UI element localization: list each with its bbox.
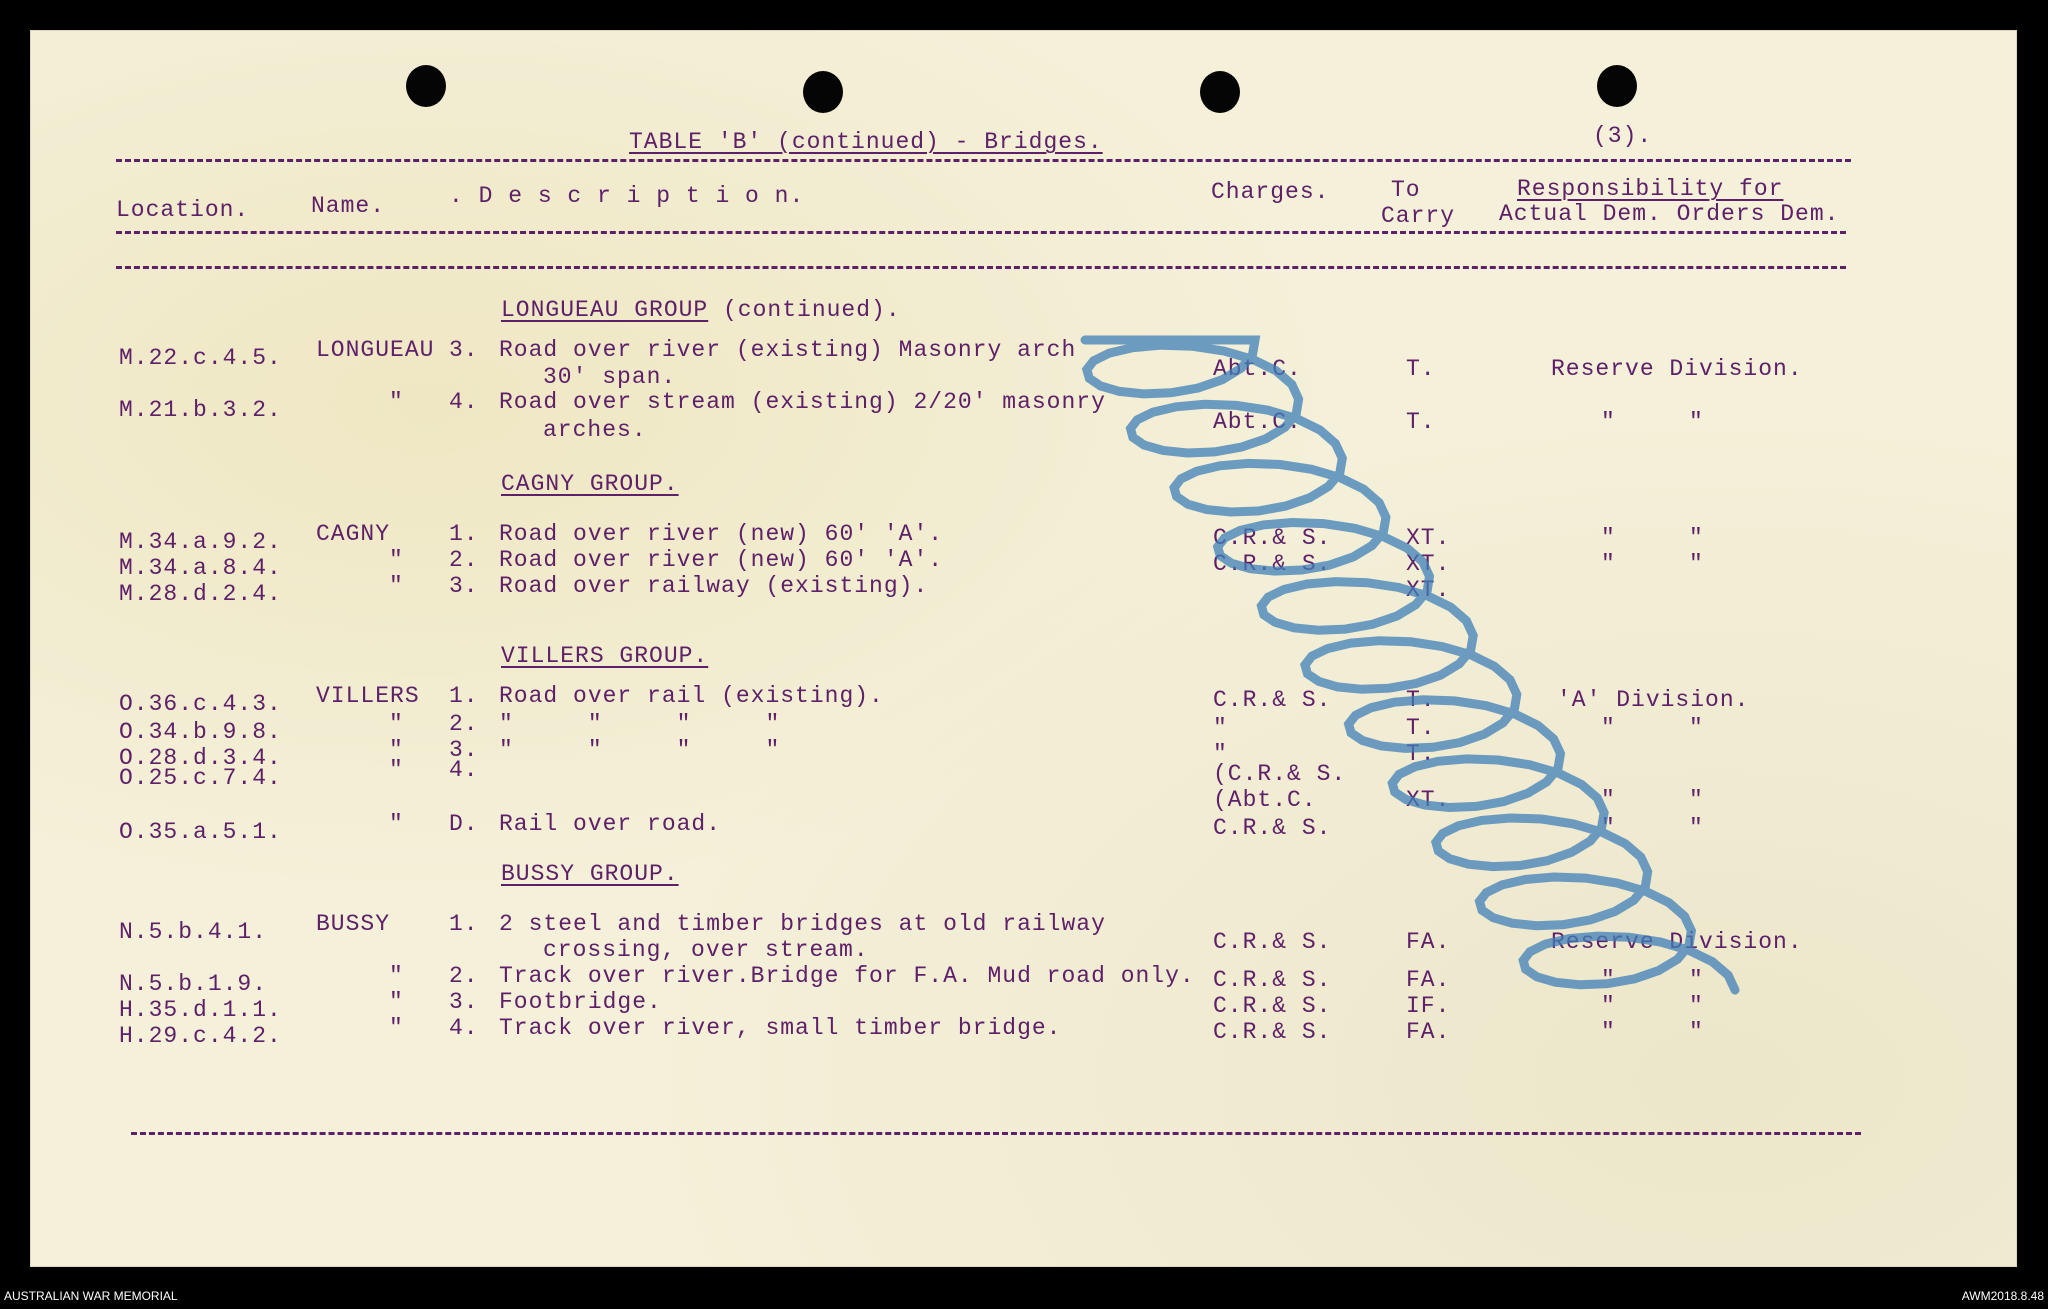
row-charges: Abt.C. [1213, 356, 1302, 382]
row-location: O.25.c.7.4. [119, 765, 282, 791]
row-name: LONGUEAU [316, 337, 435, 363]
header-top-rule [116, 159, 1851, 162]
row-orders-dem: " [1689, 409, 1704, 435]
row-charges: C.R.& S. [1213, 967, 1332, 993]
row-description-cont: 30' span. [543, 364, 677, 390]
row-location: M.28.d.2.4. [119, 581, 282, 607]
row-name: " [389, 1015, 404, 1041]
row-charges: " [1213, 741, 1228, 767]
row-description: " " " " [499, 737, 781, 763]
row-name: " [389, 811, 404, 837]
row-to-carry: FA. [1406, 967, 1451, 993]
row-to-carry: T. [1406, 356, 1436, 382]
bottom-rule [131, 1132, 1861, 1135]
row-number: 3. [449, 989, 479, 1015]
row-number: 1. [449, 911, 479, 937]
row-actual-dem: " [1601, 525, 1616, 551]
row-charges: C.R.& S. [1213, 815, 1332, 841]
row-description: Road over railway (existing). [499, 573, 929, 599]
row-charges: C.R.& S. [1213, 929, 1332, 955]
group-title: LONGUEAU GROUP [501, 297, 709, 323]
row-orders-dem: " [1689, 993, 1704, 1019]
row-charges: C.R.& S. [1213, 551, 1332, 577]
row-orders-dem: " [1689, 815, 1704, 841]
header-bottom-rule [116, 231, 1846, 234]
row-name: BUSSY [316, 911, 391, 937]
row-charges: C.R.& S. [1213, 1019, 1332, 1045]
row-actual-dem: " [1601, 409, 1616, 435]
header-name: Name. [311, 193, 386, 219]
header-charges: Charges. [1211, 179, 1330, 205]
row-to-carry: XT. [1406, 577, 1451, 603]
page-title: TABLE 'B' (continued) - Bridges. [629, 129, 1103, 155]
row-actual-dem: " [1601, 967, 1616, 993]
row-description: Road over river (new) 60' 'A'. [499, 547, 944, 573]
page-number: (3). [1593, 123, 1653, 149]
row-number: 4. [449, 1015, 479, 1041]
row-name: " [389, 989, 404, 1015]
row-to-carry: XT. [1406, 525, 1451, 551]
row-location: M.34.a.9.2. [119, 529, 282, 555]
row-name: " [389, 757, 404, 783]
row-orders-dem: " [1689, 551, 1704, 577]
row-actual-dem: " [1601, 815, 1616, 841]
row-number: 3. [449, 337, 479, 363]
row-location: M.34.a.8.4. [119, 555, 282, 581]
row-name: VILLERS [316, 683, 420, 709]
row-orders-dem: " [1689, 967, 1704, 993]
header-responsibility-sub: Actual Dem. Orders Dem. [1499, 201, 1840, 227]
row-number: D. [449, 811, 479, 837]
group-title: VILLERS GROUP. [501, 643, 709, 669]
row-charges: C.R.& S. [1213, 687, 1332, 713]
row-description-cont: crossing, over stream. [543, 937, 869, 963]
row-name: " [389, 573, 404, 599]
archive-footer [0, 1285, 2048, 1309]
row-location: N.5.b.1.9. [119, 971, 268, 997]
header-description: . D e s c r i p t i o n. [449, 183, 805, 209]
row-actual-dem: " [1601, 1019, 1616, 1045]
header-location: Location. [116, 197, 250, 223]
row-charges: Abt.C. [1213, 409, 1302, 435]
row-number: 4. [449, 757, 479, 783]
header-carry: Carry [1381, 203, 1456, 229]
row-location: O.34.b.9.8. [119, 719, 282, 745]
row-name: " [389, 389, 404, 415]
row-to-carry: T. [1406, 687, 1436, 713]
row-name: CAGNY [316, 521, 391, 547]
group-title-suffix: (continued). [723, 297, 901, 323]
row-description: 2 steel and timber bridges at old railway [499, 911, 1106, 937]
row-name: " [389, 963, 404, 989]
row-number: 1. [449, 521, 479, 547]
punch-hole [1200, 71, 1240, 113]
row-number: 1. [449, 683, 479, 709]
row-charges: C.R.& S. [1213, 525, 1332, 551]
row-location: M.22.c.4.5. [119, 345, 282, 371]
row-number: 3. [449, 737, 479, 763]
row-actual-dem: " [1601, 715, 1616, 741]
row-to-carry: FA. [1406, 929, 1451, 955]
row-number: 3. [449, 573, 479, 599]
header-responsibility: Responsibility for [1517, 176, 1784, 202]
row-to-carry: IF. [1406, 993, 1451, 1019]
row-orders-dem: " [1689, 1019, 1704, 1045]
row-actual-dem: 'A' Division. [1557, 687, 1750, 713]
header-bottom-rule-2 [116, 266, 1846, 269]
row-orders-dem: " [1689, 787, 1704, 813]
header-to: To [1391, 177, 1421, 203]
row-orders-dem: " [1689, 525, 1704, 551]
row-to-carry: XT. [1406, 787, 1451, 813]
document-page [30, 30, 2017, 1267]
row-number: 2. [449, 711, 479, 737]
row-actual-dem: Reserve Division. [1551, 356, 1803, 382]
row-description: Track over river, small timber bridge. [499, 1015, 1062, 1041]
punch-hole [406, 65, 446, 107]
row-to-carry: T. [1406, 715, 1436, 741]
group-title: BUSSY GROUP. [501, 861, 679, 887]
punch-hole [1597, 65, 1637, 107]
row-actual-dem: " [1601, 993, 1616, 1019]
row-charges: C.R.& S. [1213, 993, 1332, 1019]
row-charges: (C.R.& S. [1213, 761, 1347, 787]
row-location: O.28.d.3.4. [119, 745, 282, 771]
row-location: H.35.d.1.1. [119, 997, 282, 1023]
punch-hole [803, 71, 843, 113]
row-description: Road over rail (existing). [499, 683, 884, 709]
row-description: Road over stream (existing) 2/20' masonry [499, 389, 1106, 415]
row-to-carry: FA. [1406, 1019, 1451, 1045]
row-actual-dem: " [1601, 551, 1616, 577]
row-actual-dem: " [1601, 787, 1616, 813]
row-description: Footbridge. [499, 989, 662, 1015]
row-name: " [389, 737, 404, 763]
row-name: " [389, 711, 404, 737]
row-description: Road over river (existing) Masonry arch [499, 337, 1077, 363]
row-location: O.36.c.4.3. [119, 691, 282, 717]
row-number: 2. [449, 963, 479, 989]
row-charges: (Abt.C. [1213, 787, 1317, 813]
row-number: 2. [449, 547, 479, 573]
row-description-cont: arches. [543, 417, 647, 443]
row-description: Track over river.Bridge for F.A. Mud road only. [499, 963, 1195, 989]
row-to-carry: XT. [1406, 551, 1451, 577]
row-description: Road over river (new) 60' 'A'. [499, 521, 944, 547]
group-title: CAGNY GROUP. [501, 471, 679, 497]
row-to-carry: T. [1406, 741, 1436, 767]
row-description: Rail over road. [499, 811, 722, 837]
row-location: N.5.b.4.1. [119, 919, 268, 945]
footer-accession: AWM2018.8.48 [1961, 1289, 2044, 1303]
row-name: " [389, 547, 404, 573]
row-location: M.21.b.3.2. [119, 397, 282, 423]
row-location: O.35.a.5.1. [119, 819, 282, 845]
row-location: H.29.c.4.2. [119, 1023, 282, 1049]
row-charges: " [1213, 715, 1228, 741]
row-description: " " " " [499, 711, 781, 737]
row-actual-dem: Reserve Division. [1551, 929, 1803, 955]
row-orders-dem: " [1689, 715, 1704, 741]
row-number: 4. [449, 389, 479, 415]
footer-institution: AUSTRALIAN WAR MEMORIAL [4, 1289, 178, 1303]
row-to-carry: T. [1406, 409, 1436, 435]
